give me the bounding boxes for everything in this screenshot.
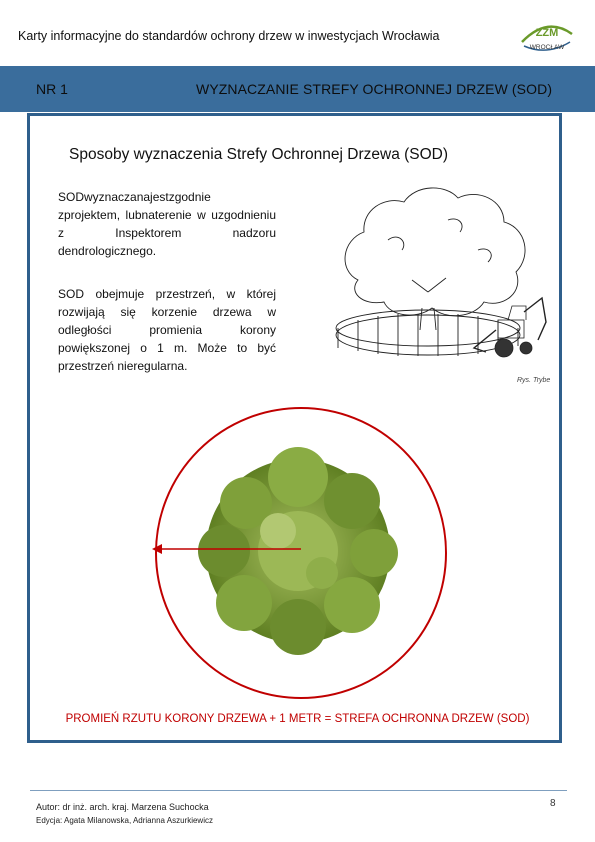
zzm-logo bbox=[516, 12, 578, 60]
footer-edition: Edycja: Agata Milanowska, Adrianna Aszurkiewicz bbox=[36, 816, 213, 825]
footer-author: Autor: dr inż. arch. kraj. Marzena Suchocka bbox=[36, 802, 209, 812]
section-title: Sposoby wyznaczenia Strefy Ochronnej Drzewa (SOD) bbox=[69, 146, 449, 163]
document-header-title: Karty informacyjne do standardów ochrony drzew w inwestycjach Wrocławia bbox=[18, 29, 440, 43]
paragraph-method: SODwyznaczanajestzgodnie zprojektem, lubnaterenie w uzgodnieniu z Inspektorem nadzoru dendrologicznego. bbox=[58, 190, 276, 258]
paragraph-scope: SOD obejmuje przestrzeń, w której rozwijają się korzenie drzewa w odległości promienia korony powiększonej o 1 m. Może to być przestrzeń nieregularna. bbox=[58, 287, 276, 373]
section-banner bbox=[0, 66, 595, 112]
crown-projection-diagram bbox=[148, 405, 454, 701]
logo-text-top: ZZM bbox=[535, 27, 559, 39]
footer-divider bbox=[30, 790, 567, 791]
image-caption: Rys. Trybe bbox=[517, 377, 551, 384]
logo-text-bottom: WROCŁAW bbox=[529, 44, 565, 51]
tree-crown bbox=[198, 447, 398, 655]
sod-formula: PROMIEŃ RZUTU KORONY DRZEWA + 1 METR = STREFA OCHRONNA DRZEW (SOD) bbox=[65, 713, 530, 725]
page-number: 8 bbox=[550, 798, 556, 809]
tree-protection-fence-sketch bbox=[328, 180, 550, 380]
card-number: NR 1 bbox=[36, 81, 68, 97]
banner-title: WYZNACZANIE STREFY OCHRONNEJ DRZEW (SOD) bbox=[196, 81, 553, 97]
